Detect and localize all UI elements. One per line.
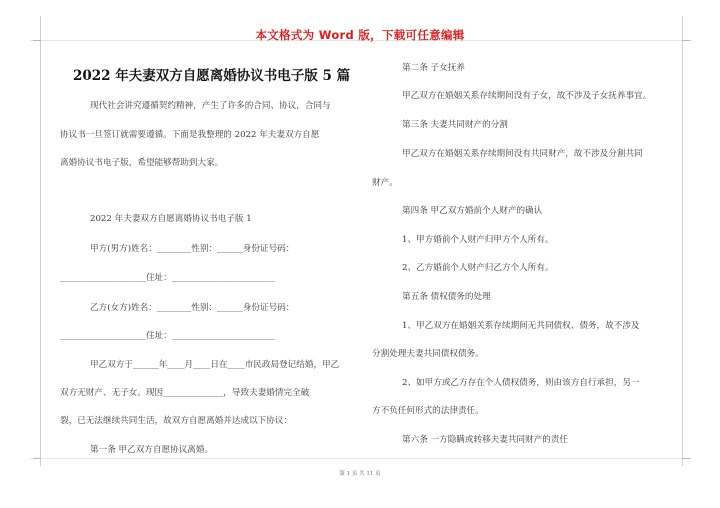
- article-2-heading: 第二条 子女抚养: [402, 63, 465, 73]
- intro-line-3: 离婚协议书电子版，希望能够帮助到大家。: [60, 158, 224, 168]
- article-2-body: 甲乙双方在婚姻关系存续期间没有子女，故不涉及子女抚养事宜。: [402, 91, 652, 101]
- agreement-para-line-1: 甲乙双方于______年____月____日在____市民政局登记结婚，甲乙: [90, 360, 340, 370]
- page-number-footer: 第 1 页 共 11 页: [339, 471, 381, 477]
- party-b-address-line: ____________________住址：________________________: [60, 331, 275, 341]
- article-5-item-2-line-2: 方不负任何形式的法律责任。: [372, 406, 484, 416]
- corner-mark-bottom-left: [33, 458, 41, 459]
- intro-line-1: 现代社会讲究遵循契约精神，产生了许多的合同、协议，合同与: [90, 101, 331, 111]
- party-a-line: 甲方(男方)姓名：________性别：______身份证号码：: [90, 244, 295, 254]
- article-1: 第一条 甲乙双方自愿协议离婚。: [90, 445, 214, 455]
- agreement-para-line-2: 双方无财产、无子女。现因______________，导致夫妻婚情完全破: [60, 388, 310, 398]
- section-subtitle: 2022 年夫妻双方自愿离婚协议书电子版 1: [90, 214, 252, 224]
- intro-line-2: 协议书一旦签订就需要遵循。下面是我整理的 2022 年夫妻双方自愿: [60, 130, 320, 140]
- article-4-item-2: 2、乙方婚前个人财产归乙方个人所有。: [402, 263, 554, 273]
- article-3-body-line-2: 财产。: [372, 178, 398, 188]
- party-b-line: 乙方(女方)姓名：________性别：______身份证号码：: [90, 303, 295, 313]
- article-4-heading: 第四条 甲乙双方婚前个人财产的确认: [402, 206, 543, 216]
- document-title: 2022 年夫妻双方自愿离婚协议书电子版 5 篇: [73, 68, 351, 84]
- article-5-item-2-line-1: 2、如甲方或乙方存在个人债权债务，则由该方自行承担，另一: [402, 378, 640, 388]
- frame-left-line: [40, 16, 41, 466]
- article-3-body-line-1: 甲乙双方在婚姻关系存续期间没有共同财产，故不涉及分割共同: [402, 149, 643, 159]
- corner-mark-bottom-right: [682, 458, 690, 459]
- article-5-item-1-line-1: 1、甲乙双方在婚姻关系存续期间无共同债权、债务，故不涉及: [402, 321, 640, 331]
- article-5-item-1-line-2: 分割处理夫妻共同债权债务。: [372, 349, 484, 359]
- party-a-address-line: ____________________住址：________________________: [60, 273, 275, 283]
- frame-right-line: [682, 16, 683, 466]
- frame-bottom-line: [30, 458, 692, 459]
- article-6-heading: 第六条 一方隐瞒或转移夫妻共同财产的责任: [402, 435, 569, 445]
- article-5-heading: 第五条 债权债务的处理: [402, 292, 491, 302]
- download-banner: 本文格式为 Word 版，下载可任意编辑: [255, 28, 465, 42]
- agreement-para-line-3: 裂，已无法继续共同生活，故双方自愿离婚并达成以下协议：: [60, 416, 293, 426]
- article-4-item-1: 1、甲方婚前个人财产归甲方个人所有。: [402, 235, 554, 245]
- article-3-heading: 第三条 夫妻共同财产的分割: [402, 120, 508, 130]
